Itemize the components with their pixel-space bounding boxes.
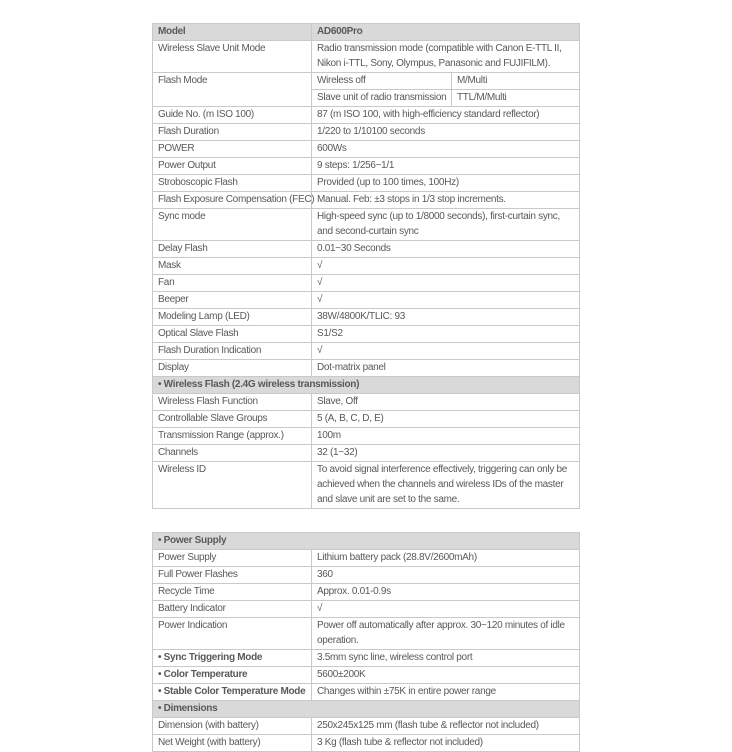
table-row: [153, 567, 580, 584]
table-row: [153, 360, 580, 377]
table-row: [153, 394, 580, 411]
section-header: • Power Supply: [153, 533, 580, 550]
table-row: [153, 309, 580, 326]
spec-label: Flash Mode: [153, 73, 312, 107]
spec-value: To avoid signal interference effectively, triggering can only be achieved when the channels and wireless IDs of the master and slave unit are set to the same.: [312, 462, 580, 509]
spec-value: 3.5mm sync line, wireless control port: [312, 650, 580, 667]
spec-label: Guide No. (m ISO 100): [153, 107, 312, 124]
spec-value: S1/S2: [312, 326, 580, 343]
spec-tables-container: [152, 23, 579, 752]
spec-value: 100m: [312, 428, 580, 445]
spec-value: 600Ws: [312, 141, 580, 158]
spec-label: Delay Flash: [153, 241, 312, 258]
table-row: [153, 735, 580, 752]
spec-value: 87 (m ISO 100, with high-efficiency standard reflector): [312, 107, 580, 124]
spec-label: Sync mode: [153, 209, 312, 241]
table-row: [153, 462, 580, 509]
spec-sub-value: TTL/M/Multi: [452, 90, 580, 107]
section-header: • Wireless Flash (2.4G wireless transmission): [153, 377, 580, 394]
spec-label: Modeling Lamp (LED): [153, 309, 312, 326]
table-row: [153, 41, 580, 73]
spec-value: √: [312, 601, 580, 618]
spec-label: Wireless ID: [153, 462, 312, 509]
spec-label: Beeper: [153, 292, 312, 309]
spec-sub-value: M/Multi: [452, 73, 580, 90]
spec-label: Model: [153, 24, 312, 41]
table-row: [153, 241, 580, 258]
spec-table-flash: [152, 23, 580, 509]
spec-value: 3 Kg (flash tube & reflector not included): [312, 735, 580, 752]
section-header: • Dimensions: [153, 701, 580, 718]
spec-value: Lithium battery pack (28.8V/2600mAh): [312, 550, 580, 567]
spec-value: √: [312, 275, 580, 292]
spec-value: 32 (1~32): [312, 445, 580, 462]
spec-label: Stroboscopic Flash: [153, 175, 312, 192]
spec-label: Optical Slave Flash: [153, 326, 312, 343]
spec-label: Display: [153, 360, 312, 377]
table-row: [153, 667, 580, 684]
spec-label: Channels: [153, 445, 312, 462]
table-row: [153, 107, 580, 124]
spec-label: Fan: [153, 275, 312, 292]
table-row: [153, 124, 580, 141]
spec-label: Full Power Flashes: [153, 567, 312, 584]
spec-value: 9 steps: 1/256~1/1: [312, 158, 580, 175]
spec-sub-mode: Wireless off: [312, 73, 452, 90]
table-row: [153, 258, 580, 275]
spec-value: High-speed sync (up to 1/8000 seconds), first-curtain sync, and second-curtain sync: [312, 209, 580, 241]
table-row: [153, 601, 580, 618]
spec-value: Changes within ±75K in entire power range: [312, 684, 580, 701]
spec-value: Dot-matrix panel: [312, 360, 580, 377]
spec-sub-mode: Slave unit of radio transmission: [312, 90, 452, 107]
spec-table-power-dimensions: [152, 532, 580, 752]
table-row: [153, 24, 580, 41]
spec-value: 360: [312, 567, 580, 584]
spec-label: • Sync Triggering Mode: [153, 650, 312, 667]
table-row: [153, 209, 580, 241]
spec-label: • Stable Color Temperature Mode: [153, 684, 312, 701]
spec-value: Radio transmission mode (compatible with Canon E-TTL II, Nikon i-TTL, Sony, Olympus, Panasonic and FUJIFILM).: [312, 41, 580, 73]
table-row: [153, 326, 580, 343]
spec-label: Battery Indicator: [153, 601, 312, 618]
spec-label: Power Output: [153, 158, 312, 175]
spec-label: Flash Duration: [153, 124, 312, 141]
spec-value: 250x245x125 mm (flash tube & reflector not included): [312, 718, 580, 735]
spec-value: √: [312, 292, 580, 309]
spec-label: Wireless Slave Unit Mode: [153, 41, 312, 73]
spec-label: Mask: [153, 258, 312, 275]
table-row: [153, 411, 580, 428]
table-row: [153, 550, 580, 567]
table-row: [153, 650, 580, 667]
spec-value: 5600±200K: [312, 667, 580, 684]
spec-value: Approx. 0.01-0.9s: [312, 584, 580, 601]
spec-value: AD600Pro: [312, 24, 580, 41]
table-row: [153, 584, 580, 601]
spec-label: Flash Exposure Compensation (FEC): [153, 192, 312, 209]
table-row: [153, 701, 580, 718]
table-row: [153, 445, 580, 462]
table-row: [153, 175, 580, 192]
table-row: [153, 192, 580, 209]
table-row: [153, 343, 580, 360]
spec-label: Power Indication: [153, 618, 312, 650]
table-row: [153, 141, 580, 158]
spec-value: Power off automatically after approx. 30~120 minutes of idle operation.: [312, 618, 580, 650]
spec-value: √: [312, 343, 580, 360]
spec-value: Manual. Feb: ±3 stops in 1/3 stop increments.: [312, 192, 580, 209]
spec-label: • Color Temperature: [153, 667, 312, 684]
table-row: [153, 158, 580, 175]
spec-label: Wireless Flash Function: [153, 394, 312, 411]
spec-value: 38W/4800K/TLIC: 93: [312, 309, 580, 326]
spec-label: POWER: [153, 141, 312, 158]
spec-label: Transmission Range (approx.): [153, 428, 312, 445]
spec-value: 0.01~30 Seconds: [312, 241, 580, 258]
table-row: [153, 533, 580, 550]
table-row: [153, 292, 580, 309]
table-row: [153, 275, 580, 292]
spec-value: √: [312, 258, 580, 275]
spec-value: Provided (up to 100 times, 100Hz): [312, 175, 580, 192]
spec-value: Slave, Off: [312, 394, 580, 411]
table-row: [153, 684, 580, 701]
spec-label: Recycle Time: [153, 584, 312, 601]
table-row: [153, 73, 580, 90]
spec-label: Flash Duration Indication: [153, 343, 312, 360]
spec-label: Net Weight (with battery): [153, 735, 312, 752]
spec-value: 5 (A, B, C, D, E): [312, 411, 580, 428]
spec-label: Power Supply: [153, 550, 312, 567]
spec-label: Dimension (with battery): [153, 718, 312, 735]
table-row: [153, 377, 580, 394]
spec-value: 1/220 to 1/10100 seconds: [312, 124, 580, 141]
spec-label: Controllable Slave Groups: [153, 411, 312, 428]
table-row: [153, 428, 580, 445]
table-row: [153, 618, 580, 650]
